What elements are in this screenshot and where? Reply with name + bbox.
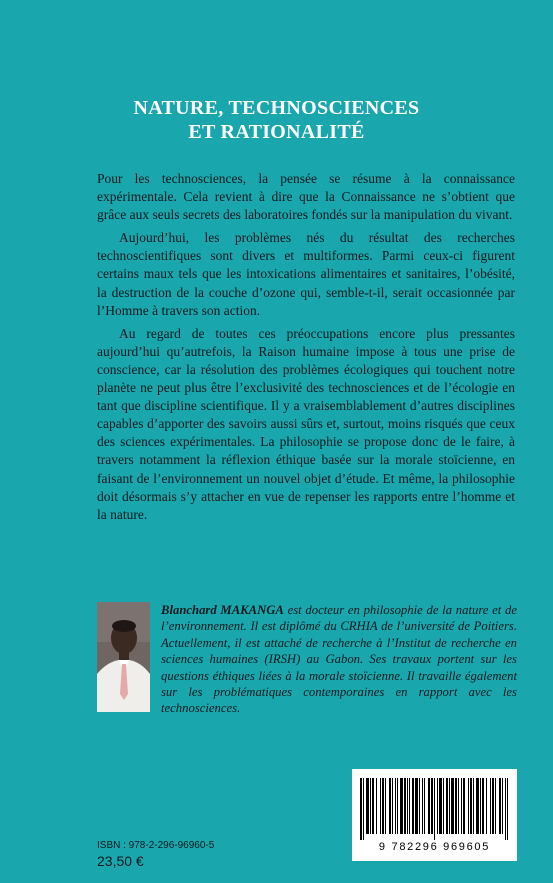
summary-paragraph-3: Au regard de toutes ces préoccupations encore plus pressantes aujourd’hui qu’autrefois, la Raison humaine impose à tous une prise de conscience, car la résolution des problèmes écologiques qui touchent notre planète ne peut plus être l’exclusivité des technosciences et de l’écologie en tant que discipline scientifique. Il y a vraisemblablement d’autres disciplines capables d’apporter des savoirs aussi sûrs et, surtout, moins risqués que ceux des sciences expérimentales. La philosophie se propose donc de le faire, à travers notamment la réflexion éthique basée sur la morale stoïcienne, en faisant de l’environnement un nouvel objet d’étude. Et même, la philosophie doit désormais s’y attacher en vue de repenser les rapports entre l’homme et la nature. <box>97 325 515 522</box>
author-bio <box>161 602 517 717</box>
summary-text <box>97 170 515 529</box>
price-label: 23,50 € <box>97 853 144 869</box>
barcode-number: 9 782296 969605 <box>378 841 491 853</box>
author-bio-text: est docteur en philosophie de la nature et de l’environnement. Il est diplômé du CRHIA de l’université de Poitiers. Actuellement, il est attaché de recherche à l’Institut de recherche en sciences humaines (IRSH) au Gabon. Ses travaux portent sur les questions éthiques liées à la morale stoïcienne. Il travaille également sur les problématiques contemporaines en rapport avec les technosciences. <box>161 603 517 716</box>
summary-paragraph-1: Pour les technosciences, la pensée se résume à la connaissance expérimentale. Cela revient à dire que la Connaissance ne s’obtient que grâce aux seuls secrets des laboratoires fondés sur la manipulation du vivant. <box>97 171 515 223</box>
author-section <box>97 602 517 722</box>
book-title <box>0 96 553 144</box>
author-photo <box>97 602 150 712</box>
book-title-line-1: NATURE, TECHNOSCIENCES <box>133 97 420 119</box>
barcode <box>352 769 517 861</box>
book-title-line-2: ET RATIONALITÉ <box>188 121 365 143</box>
author-name: Blanchard MAKANGA <box>161 603 284 617</box>
barcode-bars <box>358 778 511 840</box>
summary-paragraph-2: Aujourd’hui, les problèmes nés du résultat des recherches technoscientifiques sont divers et multiformes. Parmi ceux-ci figurent certains maux tels que les intoxications alimentaires et sanitaires, l’obésité, la destruction de la couche d’ozone qui, semble-t-il, serait occasionnée par l’Homme à travers son action. <box>97 230 515 318</box>
author-portrait-image <box>97 602 150 712</box>
isbn-label: ISBN : 978-2-296-96960-5 <box>97 840 215 851</box>
